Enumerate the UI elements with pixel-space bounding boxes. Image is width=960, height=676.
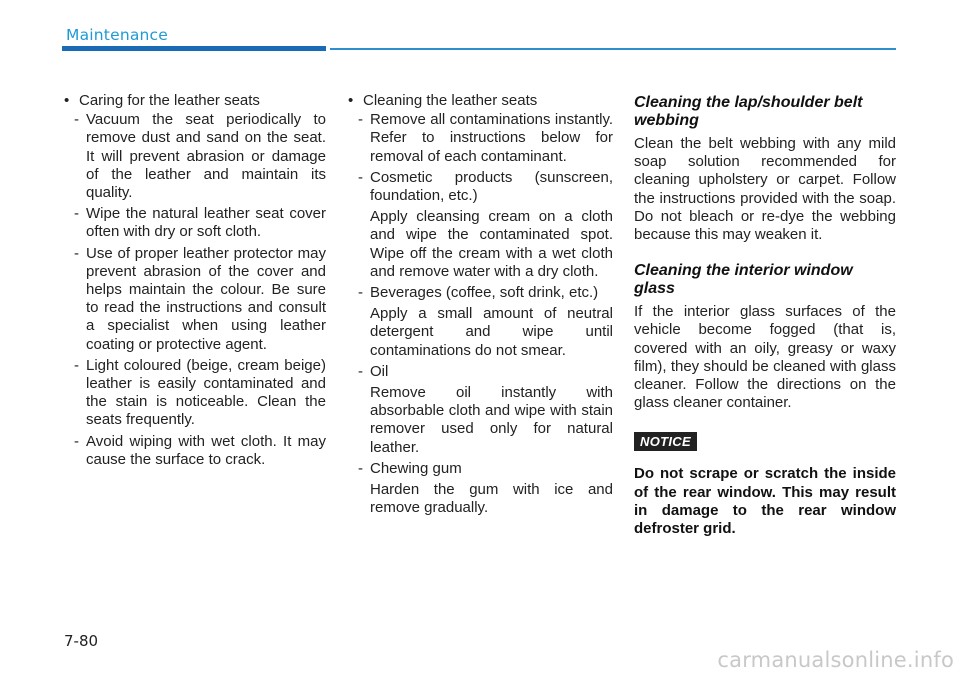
list-item (348, 284, 613, 302)
heading-belt-webbing: Cleaning the lap/shoulder belt webbing (634, 94, 863, 129)
dash-mark: - (358, 284, 363, 302)
list-item-text: Light coloured (beige, cream beige) leather is easily contaminated and the stain is noticeable. Clean the seats frequently. (86, 356, 326, 429)
list-item (64, 433, 326, 469)
notice-text: Do not scrape or scratch the inside of the rear window. This may result in damage to the rear window defroster grid. (634, 465, 896, 538)
list-item (348, 460, 613, 478)
bullet-leather-cleaning-text: Cleaning the leather seats (363, 92, 538, 109)
list-item (348, 169, 613, 205)
bullet-dot: • (348, 92, 354, 109)
dash-mark: - (358, 459, 363, 477)
dash-mark: - (358, 168, 363, 186)
column-leather-cleaning (348, 92, 613, 520)
list-item-text: Vacuum the seat periodically to remove dust and sand on the seat. It will prevent abrasion or damage of the leather and maintain its quality. (86, 111, 326, 202)
paragraph-interior-glass: If the interior glass surfaces of the vehicle become fogged (that is, covered with an oily, greasy or waxy film), they should be cleaned with glass cleaner. Follow the directions on the glass cleaner container. (634, 303, 896, 412)
bullet-dot: • (64, 92, 70, 109)
list-item-text: Remove all contaminations instantly. Refer to instructions below for removal of each contaminant. (370, 111, 613, 165)
list-item-detail: Apply a small amount of neutral detergent and wipe until contaminations do not smear. (370, 305, 613, 359)
header-rule-thin (330, 48, 896, 50)
paragraph-belt-webbing: Clean the belt webbing with any mild soap solution recommended for cleaning upholstery or carpet. Follow the instructions provided with the soap. Do not bleach or re-dye the webbing because this may weaken it. (634, 135, 896, 244)
list-item (64, 357, 326, 430)
bullet-leather-care (64, 92, 326, 110)
dash-mark: - (358, 111, 363, 129)
dash-mark: - (358, 362, 363, 380)
list-item-text: Chewing gum (370, 459, 462, 477)
page-number: 7-80 (64, 632, 99, 650)
list-item-detail: Apply cleansing cream on a cloth and wipe the contaminated spot. Wipe off the cream with a wet cloth and remove water with a dry cloth. (370, 208, 613, 280)
list-item-text: Oil (370, 362, 389, 380)
heading-interior-glass: Cleaning the interior window glass (634, 262, 853, 298)
list-item (348, 363, 613, 381)
list-item-text: Cosmetic products (sunscreen, foundation, etc.) (370, 168, 613, 205)
notice-badge: NOTICE (634, 432, 697, 451)
dash-mark: - (74, 244, 79, 262)
column-leather-care (64, 92, 326, 472)
section-title: Maintenance (66, 26, 169, 44)
list-item-text: Wipe the natural leather seat cover often with dry or soft cloth. (86, 205, 326, 241)
dash-mark: - (74, 205, 79, 223)
column-belt-and-glass (634, 92, 896, 538)
list-item (64, 205, 326, 241)
dash-mark: - (74, 356, 79, 374)
dash-mark: - (74, 111, 79, 129)
list-item-detail: Harden the gum with ice and remove gradually. (370, 481, 613, 517)
list-item-detail: Remove oil instantly with absorbable cloth and wipe with stain remover used only for natural leather. (370, 384, 613, 456)
bullet-leather-care-text: Caring for the leather seats (79, 92, 260, 109)
list-item (64, 111, 326, 202)
dash-mark: - (74, 432, 79, 450)
list-item-text: Use of proper leather protector may prevent abrasion of the cover and helps maintain the colour. Be sure to read the instructions and consult a specialist when using leather coating or protective agent. (86, 244, 326, 353)
list-item (348, 111, 613, 166)
bullet-leather-cleaning (348, 92, 613, 110)
list-item-text: Avoid wiping with wet cloth. It may cause the surface to crack. (86, 432, 326, 468)
watermark: carmanualsonline.info (717, 648, 954, 672)
list-item (64, 245, 326, 354)
list-item-text: Beverages (coffee, soft drink, etc.) (370, 284, 599, 302)
header-rule-thick (62, 46, 326, 51)
